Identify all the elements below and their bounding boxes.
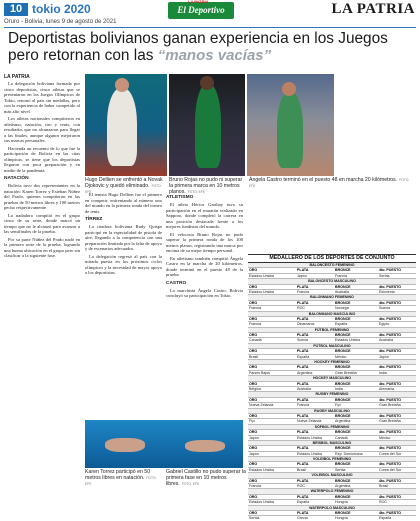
medal-header-cell: BRONCE <box>335 381 351 386</box>
medal-cell: Nueva Zelanda <box>249 403 274 408</box>
subhead-natacion: NATACIÓN <box>4 176 29 181</box>
medal-cell: Eslovenia <box>379 289 395 294</box>
paragraph: Por su parte Núñez del Prado nadó en la primera serie de la prueba, logrando una buena ubicación en el grupo pero sin clasificar a la siguiente fase. <box>4 236 80 258</box>
medal-header-cell: BRONCE <box>335 316 351 321</box>
paragraph: Los atletas nacionales compitieron en atletismo, natación, tiro y tenis, con resultados que no alcanzaron para llegar a las finales, aunque algunos mejoraron sus marcas personales. <box>4 116 80 143</box>
medal-cell: Suecia <box>379 306 390 311</box>
medal-cell: España <box>335 322 348 327</box>
supplement-logo: El Deportivo <box>168 2 234 19</box>
medal-cell: Brasil <box>297 467 306 472</box>
medal-cell: Japón <box>297 273 307 278</box>
subhead-castro: CASTRO <box>166 280 187 286</box>
medal-header-cell: PLATA <box>297 316 309 321</box>
medal-cell: Bélgica <box>249 386 261 391</box>
medal-cell: España <box>297 354 310 359</box>
medal-header-cell: PLATA <box>297 284 309 289</box>
medal-header-cell: ORO <box>249 446 258 451</box>
paragraph: La nadadora compitió en el grupo cinco de su serie, donde marcó un tiempo que no le alcanzó para avanzar a las semifinales de la prueba. <box>4 212 80 234</box>
medal-header-cell: PLATA <box>297 446 309 451</box>
medal-header-cell: ORO <box>249 284 258 289</box>
medal-cell: Gran Bretaña <box>335 370 357 375</box>
medal-header-cell: 4to. PUESTO <box>379 333 402 338</box>
medal-cell: Francia <box>297 403 309 408</box>
medal-header-cell: PLATA <box>297 268 309 273</box>
medal-header-cell: 4to. PUESTO <box>379 494 402 499</box>
medal-header-cell: ORO <box>249 365 258 370</box>
medal-header-cell: PLATA <box>297 349 309 354</box>
medal-cell: Japón <box>379 354 389 359</box>
medal-cell: Francia <box>297 289 309 294</box>
medal-sport-heading: BÉISBOL MASCULINO <box>248 441 416 446</box>
medal-sport-heading: RUGBY FEMENINO <box>248 392 416 397</box>
medal-cell: Fiyi <box>335 403 341 408</box>
medal-cell: Rep. Dominicana <box>335 451 363 456</box>
medal-cell: Australia <box>335 289 349 294</box>
medal-cell: Gran Bretaña <box>379 403 401 408</box>
photo-tennis <box>85 74 167 176</box>
medal-header-cell: BRONCE <box>335 413 351 418</box>
medal-sport-heading: WATERPOLO MASCULINO <box>248 506 416 511</box>
photo-marcha <box>247 74 334 176</box>
medal-cell: ROC <box>297 484 305 489</box>
medal-sport-heading: BALONMANO FEMENINO <box>248 295 416 300</box>
medal-cell: Nueva Zelanda <box>297 419 322 424</box>
medal-cell: Hungría <box>335 516 348 521</box>
medal-cell: Francia <box>249 306 261 311</box>
headline <box>8 30 416 64</box>
masthead: LA PATRIA <box>331 1 415 17</box>
medal-header-cell: BRONCE <box>335 397 351 402</box>
medal-header-cell: PLATA <box>297 494 309 499</box>
medal-header-cell: 4to. PUESTO <box>379 510 402 515</box>
medal-header-cell: 4to. PUESTO <box>379 268 402 273</box>
medal-header-cell: ORO <box>249 268 258 273</box>
medal-header-cell: ORO <box>249 510 258 515</box>
medal-header-cell: ORO <box>249 300 258 305</box>
medal-header-cell: ORO <box>249 430 258 435</box>
logo-tag: LA PATRIA <box>188 0 209 4</box>
medal-header-cell: 4to. PUESTO <box>379 413 402 418</box>
paragraph: En atletismo también compitió Ángela Castro en la marcha de 20 kilómetros, donde terminó en el puesto 48 de la prueba. <box>166 255 243 277</box>
caption-sprinter: Bruno Rojas no pudo ni superar la primera marca en 10 metros planos. FOTO: EFE <box>169 177 243 195</box>
medal-header-cell: 4to. PUESTO <box>379 381 402 386</box>
medal-header-cell: ORO <box>249 381 258 386</box>
medal-table <box>248 254 416 521</box>
medal-sport-heading: BALONCESTO MASCULINO <box>248 279 416 284</box>
medal-header-cell: PLATA <box>297 462 309 467</box>
medal-header-cell: BRONCE <box>335 478 351 483</box>
paragraph: La marchista Ángela Castro, Bolivia concluyó su participación en Tokio. <box>166 287 243 298</box>
medal-cell: Corea del Sur <box>379 467 402 472</box>
medal-table-title: MEDALLERO DE LOS DEPORTES DE CONJUNTO <box>248 254 416 263</box>
paragraph: La delegación boliviana formada por cinco deportistas, cinco atletas que se presentaron en los Juegos Olímpicos de Tokio, retornó al país sin medallas, pero con la experiencia de haber competido al más alto nivel. <box>4 81 80 114</box>
medal-cell: India <box>335 386 343 391</box>
medal-cell: Grecia <box>297 516 308 521</box>
medal-cell: Suecia <box>297 338 308 343</box>
medal-cell: ROC <box>379 500 387 505</box>
swimmer-2 <box>185 440 225 452</box>
medal-header-cell: BRONCE <box>335 462 351 467</box>
medal-header-cell: PLATA <box>297 300 309 305</box>
caption-castillo: Gabriel Castillo no pudo superar la primera fase en 10 metros libres. FOTO: EFE <box>166 469 246 487</box>
medal-sport-heading: RUGBY MASCULINO <box>248 409 416 414</box>
caption-tennis: Hugo Dellien se enfrentó a Novak Djokovic y quedó eliminado. FOTO: EFE <box>85 177 163 194</box>
medal-cell: Estados Unidos <box>249 273 275 278</box>
medal-cell: Serbia <box>379 273 390 278</box>
sprinter-figure <box>195 84 221 168</box>
medal-header-cell: BRONCE <box>335 446 351 451</box>
medal-header-cell: BRONCE <box>335 365 351 370</box>
medal-sport-heading: VOLEIBOL MASCULINO <box>248 473 416 478</box>
medal-header-cell: PLATA <box>297 397 309 402</box>
article-column-1 <box>4 74 80 511</box>
medal-header-cell: PLATA <box>297 430 309 435</box>
medal-header-cell: BRONCE <box>335 333 351 338</box>
medal-sport-heading: FÚTBOL MASCULINO <box>248 344 416 349</box>
swimmer-1 <box>105 438 145 452</box>
player-head <box>115 78 129 92</box>
medal-sport-heading: HOCKEY FEMENINO <box>248 360 416 365</box>
paragraph: La tiradora boliviana Rudy Quispe participó en la especialidad de pistola de aire, llegando a la competencia con una preparación limitada por la falta de apoyo y de escenarios adecuados. <box>85 224 162 251</box>
medal-cell: Corea del Sur <box>379 451 402 456</box>
medal-header-cell: ORO <box>249 333 258 338</box>
medal-cell: Gran Bretaña <box>379 419 401 424</box>
medal-cell: Argentina <box>297 370 313 375</box>
medal-sport-heading: BALONMANO MASCULINO <box>248 312 416 317</box>
medal-cell: Australia <box>297 386 311 391</box>
medal-cell: España <box>297 500 310 505</box>
paragraph: El velocista Bruno Rojas no pudo superar la primera ronda de los 100 metros planos, registrando una marca por encima de su mejor tiempo personal. <box>166 231 243 253</box>
medal-header-cell: BRONCE <box>335 300 351 305</box>
medal-header-cell: 4to. PUESTO <box>379 430 402 435</box>
medal-cell: Estados Unidos <box>297 435 323 440</box>
medal-cell: Noruega <box>335 306 349 311</box>
medal-cell: Francia <box>335 273 347 278</box>
medal-header-cell: PLATA <box>297 365 309 370</box>
caption-torrez: Karen Torrez participó en 50 metros libres en natación. FOTO: EFE <box>85 469 157 486</box>
headline-main: Deportistas bolivianos ganan experiencia en los Juegos pero retornan con las <box>8 30 388 64</box>
walker-head <box>282 82 296 96</box>
medal-cell: Australia <box>379 338 393 343</box>
medal-table-body <box>248 263 416 521</box>
medal-header-cell: BRONCE <box>335 494 351 499</box>
medal-cell: Francia <box>249 484 261 489</box>
medal-sport-heading: VOLEIBOL FEMENINO <box>248 457 416 462</box>
medal-header-cell: BRONCE <box>335 349 351 354</box>
medal-cell: Estados Unidos <box>249 289 275 294</box>
medal-sport-heading: SÓFBOL FEMENINO <box>248 425 416 430</box>
headline-accent: “manos vacías” <box>157 47 272 64</box>
medal-cell: México <box>379 435 391 440</box>
medal-header-cell: 4to. PUESTO <box>379 316 402 321</box>
medal-header-cell: BRONCE <box>335 430 351 435</box>
subhead-tiro: TÍRREZ <box>85 217 103 222</box>
medal-cell: India <box>379 370 387 375</box>
medal-sport-heading: WATERPOLO FEMENINO <box>248 489 416 494</box>
medal-cell: Hungría <box>335 500 348 505</box>
section-title: tokio 2020 <box>32 2 91 16</box>
medal-cell: Estados Unidos <box>335 338 361 343</box>
medal-cell: Estados Unidos <box>249 467 275 472</box>
medal-cell: Egipto <box>379 322 390 327</box>
medal-cell: Canadá <box>249 338 262 343</box>
page-header <box>0 0 420 30</box>
medal-header-cell: ORO <box>249 397 258 402</box>
dateline: Oruro - Bolivia, lunes 9 de agosto de 2021 <box>4 19 117 25</box>
medal-header-cell: BRONCE <box>335 510 351 515</box>
medal-cell: Brasil <box>379 484 388 489</box>
sprinter-head <box>200 76 214 90</box>
medal-sport-heading: FÚTBOL FEMENINO <box>248 328 416 333</box>
medal-header-cell: 4to. PUESTO <box>379 300 402 305</box>
paragraph: Bolivia tuvo dos representantes en la natación: Karen Torrez y Esteban Núñez del Prado, quienes compitieron en las pruebas de 50 metros libres y 100 metros pecho respectivamente. <box>4 183 80 210</box>
paragraph: El atleta Héctor Garibay tuvo su participación en el maratón realizado en Sapporo, donde completó la carrera en una posición destacada frente a los mejores fondistas del mundo. <box>166 202 243 229</box>
medal-cell: Serbia <box>249 516 260 521</box>
medal-header-cell: 4to. PUESTO <box>379 365 402 370</box>
medal-cell: Serbia <box>335 467 346 472</box>
medal-header-cell: PLATA <box>297 478 309 483</box>
medal-header-cell: ORO <box>249 494 258 499</box>
medal-header-cell: ORO <box>249 462 258 467</box>
photo-natacion <box>85 420 243 468</box>
medal-header-cell: ORO <box>249 349 258 354</box>
subhead-atletismo: ATLETISMO <box>166 195 194 200</box>
medal-cell: Alemania <box>379 386 394 391</box>
medal-cell: Estados Unidos <box>297 451 323 456</box>
medal-cell: Fiyi <box>249 419 255 424</box>
medal-cell: Países Bajos <box>249 370 270 375</box>
medal-header-cell: PLATA <box>297 381 309 386</box>
medal-header-cell: 4to. PUESTO <box>379 478 402 483</box>
medal-cell: Argentina <box>335 419 351 424</box>
medal-sport-heading: HOCKEY MASCULINO <box>248 376 416 381</box>
header-rule <box>4 27 416 28</box>
medal-sport-heading: BALONCESTO FEMENINO <box>248 263 416 268</box>
photo-sprinter <box>169 74 245 176</box>
walker-figure <box>277 92 303 168</box>
medal-header-cell: BRONCE <box>335 268 351 273</box>
medal-header-cell: 4to. PUESTO <box>379 446 402 451</box>
paragraph: Hacienda un recuento de lo que fue la participación de Bolivia en las citas olímpicas, se tiene que los deportistas llegaron con poca preparación y en medio de la pandemia. <box>4 145 80 173</box>
medal-cell: México <box>335 354 347 359</box>
paragraph: El tenista Hugo Dellien fue el primero en competir, enfrentando al número uno del mundo en la primera ronda del torneo de tenis. <box>85 192 162 214</box>
medal-cell: Brasil <box>249 354 258 359</box>
medal-cell: Japón <box>249 451 259 456</box>
medal-cell: España <box>379 516 392 521</box>
medal-header-cell: PLATA <box>297 510 309 515</box>
medal-cell: Dinamarca <box>297 322 315 327</box>
medal-cell: Canadá <box>335 435 348 440</box>
medal-header-cell: ORO <box>249 413 258 418</box>
player-figure <box>107 88 137 166</box>
medal-header-cell: ORO <box>249 316 258 321</box>
medal-header-cell: PLATA <box>297 333 309 338</box>
medal-header-cell: ORO <box>249 478 258 483</box>
medal-header-cell: 4to. PUESTO <box>379 284 402 289</box>
medal-header-cell: BRONCE <box>335 284 351 289</box>
medal-cell: Japón <box>249 435 259 440</box>
medal-cell: Argentina <box>335 484 351 489</box>
medal-row <box>248 516 416 521</box>
paragraph: La delegación regresó al país con la mirada puesta en los próximos ciclos olímpicos y la necesidad de mayor apoyo a los deportistas. <box>85 253 162 275</box>
medal-header-cell: 4to. PUESTO <box>379 397 402 402</box>
article-kicker: LA PATRIA <box>4 74 30 80</box>
page-number: 10 <box>4 3 28 16</box>
medal-cell: Francia <box>249 322 261 327</box>
medal-header-cell: 4to. PUESTO <box>379 462 402 467</box>
caption-marcha: Ángela Castro terminó en el puesto 48 en marcha 20 kilómetros. FOTO: EFE <box>249 177 410 188</box>
medal-cell: Estados Unidos <box>249 500 275 505</box>
medal-header-cell: 4to. PUESTO <box>379 349 402 354</box>
medal-cell: ROC <box>297 306 305 311</box>
medal-header-cell: PLATA <box>297 413 309 418</box>
